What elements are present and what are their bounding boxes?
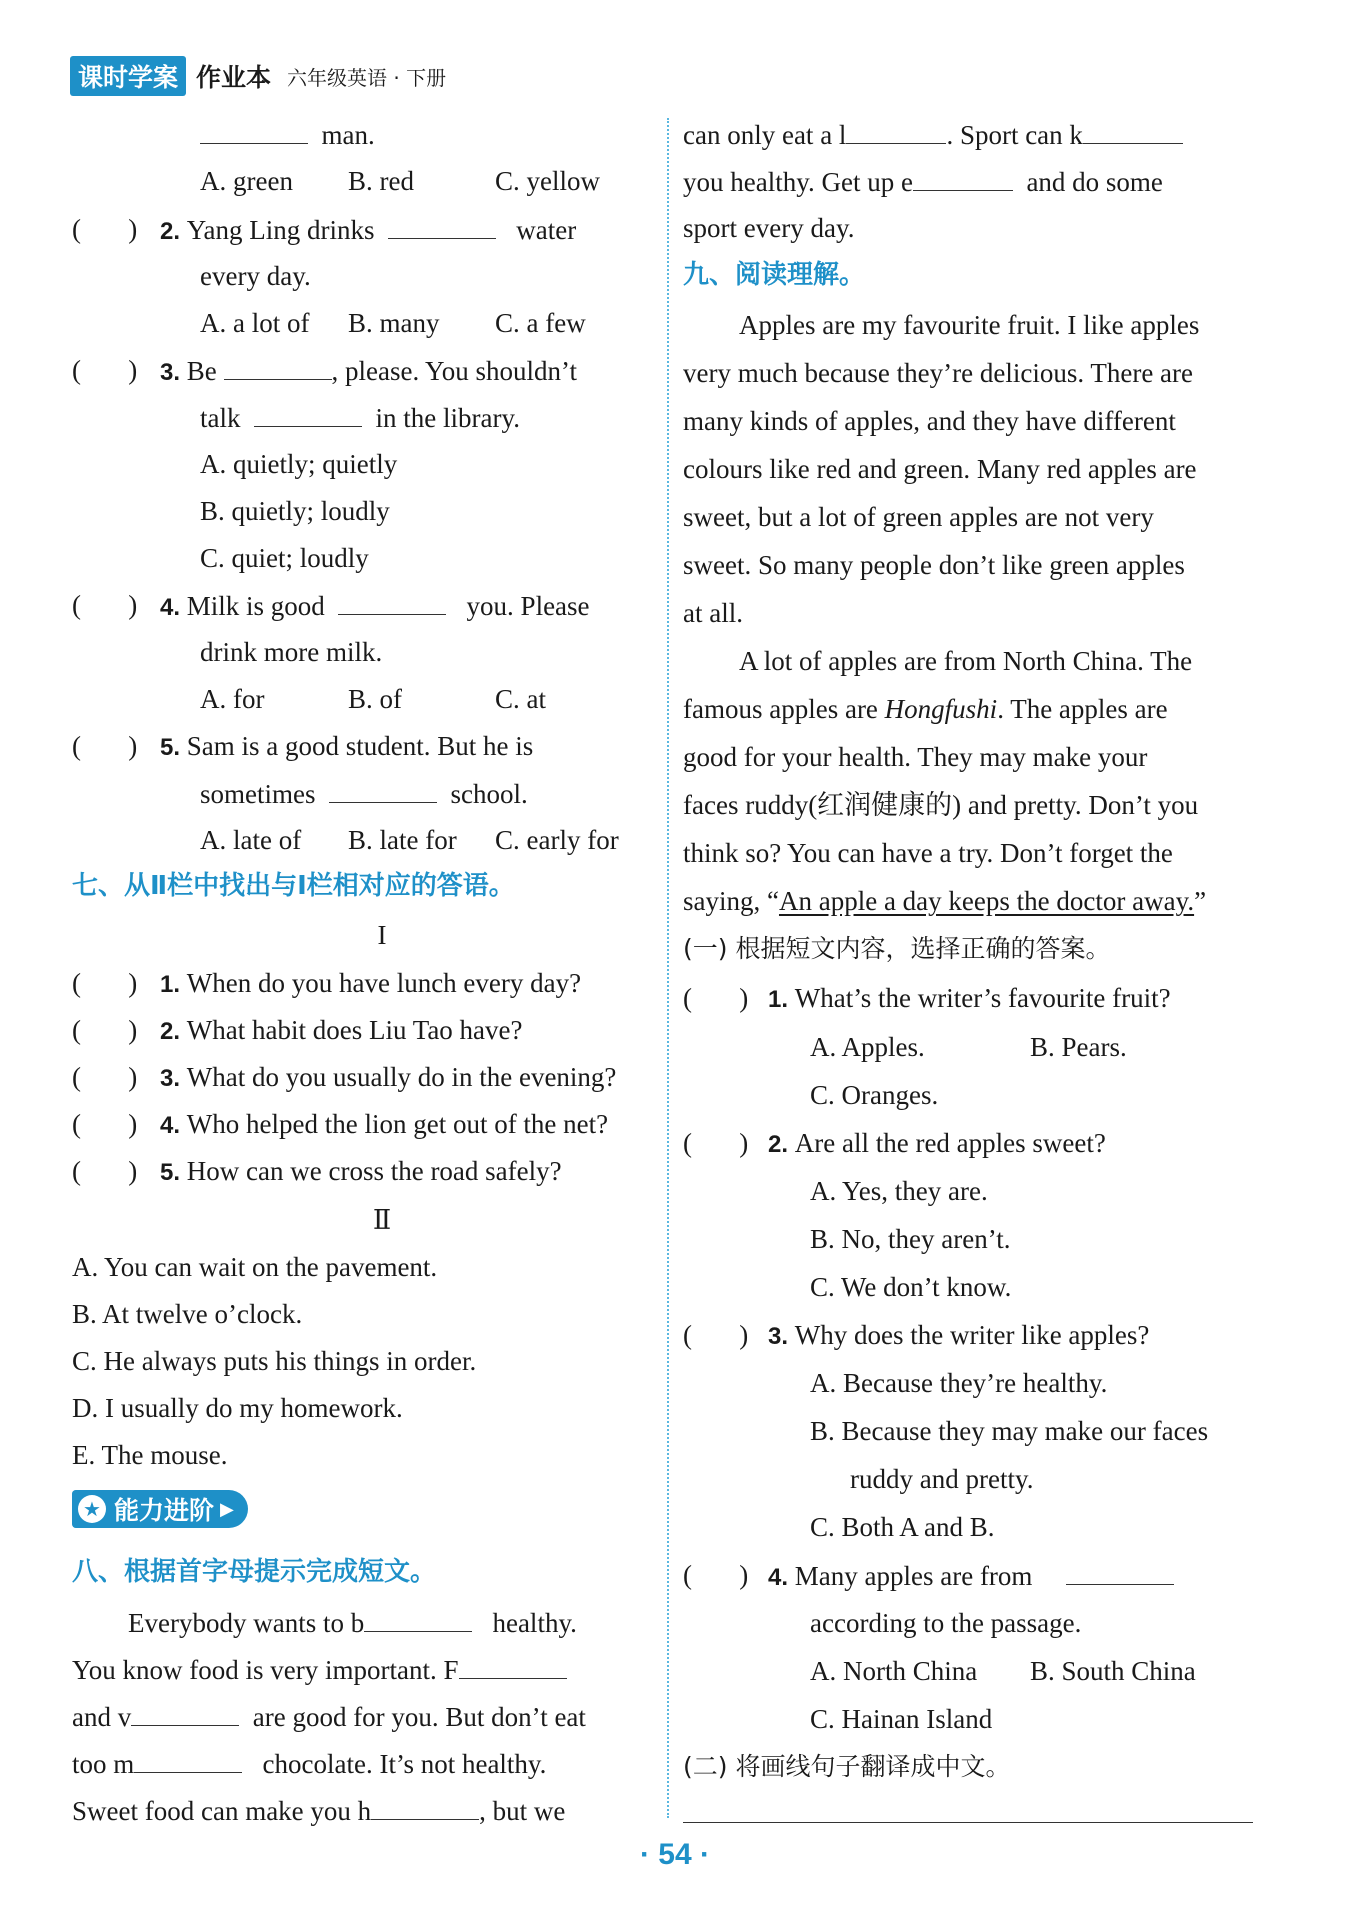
- answer-paren[interactable]: ( ): [72, 1062, 138, 1092]
- q5-option-c: C. early for: [495, 825, 619, 855]
- page-header: [70, 56, 446, 96]
- q1-option-c: C. yellow: [495, 166, 600, 196]
- reading-q4-cont: according to the passage.: [810, 1608, 1082, 1638]
- q1-option-a: A. green: [200, 166, 293, 196]
- answer-paren[interactable]: ( ): [683, 983, 749, 1013]
- answer-paren[interactable]: ( ): [683, 1320, 749, 1350]
- advanced-level-badge: ★ 能力进阶 ▶: [72, 1490, 248, 1528]
- q4-stem: 4. Milk is good you. Please: [160, 588, 590, 625]
- cloze-line: Everybody wants to b healthy.: [128, 1605, 577, 1640]
- book-label: 作业本: [196, 63, 272, 92]
- part-1-title: (一) 根据短文内容，选择正确的答案。: [683, 934, 1111, 963]
- match-item: 2. What habit does Liu Tao have?: [160, 1015, 523, 1045]
- answer-paren[interactable]: ( ): [72, 1156, 138, 1186]
- match-answer: A. You can wait on the pavement.: [72, 1252, 438, 1282]
- q4-stem-cont: drink more milk.: [200, 637, 383, 667]
- passage-line: at all.: [683, 598, 743, 628]
- page-number: · 54 ·: [639, 1838, 711, 1871]
- runner-icon: ★: [78, 1495, 106, 1523]
- reading-q2: 2. Are all the red apples sweet?: [768, 1128, 1106, 1158]
- passage-line: famous apples are Hongfushi. The apples are: [683, 694, 1168, 724]
- passage-line: think so? You can have a try. Don’t forget the: [683, 838, 1173, 868]
- reading-q3-option-a: A. Because they’re healthy.: [810, 1368, 1108, 1398]
- answer-paren[interactable]: ( ): [72, 968, 138, 998]
- cloze-line: too m chocolate. It’s not healthy.: [72, 1746, 546, 1781]
- passage-line: good for your health. They may make your: [683, 742, 1148, 772]
- passage-line: very much because they’re delicious. There are: [683, 358, 1194, 388]
- underlined-sentence: An apple a day keeps the doctor away.: [778, 886, 1195, 916]
- q1-option-b: B. red: [348, 166, 414, 196]
- match-item: 5. How can we cross the road safely?: [160, 1156, 562, 1186]
- q2-stem: 2. Yang Ling drinks water: [160, 212, 576, 249]
- passage-line: colours like red and green. Many red apples are: [683, 454, 1197, 484]
- q4-option-a: A. for: [200, 684, 265, 714]
- answer-paren[interactable]: ( ): [72, 590, 138, 620]
- match-answer: B. At twelve o’clock.: [72, 1299, 303, 1329]
- q5-stem: 5. Sam is a good student. But he is: [160, 731, 534, 761]
- match-answer: D. I usually do my homework.: [72, 1393, 403, 1423]
- reading-q3: 3. Why does the writer like apples?: [768, 1320, 1150, 1350]
- q3-option-c: C. quiet; loudly: [200, 543, 369, 573]
- section-9-title: 九、阅读理解。: [683, 260, 866, 290]
- reading-q1-option-c: C. Oranges.: [810, 1080, 939, 1110]
- column-1-label: I: [377, 920, 387, 950]
- column-2-label: Ⅱ: [372, 1205, 392, 1235]
- cloze-line: can only eat a l . Sport can k: [683, 117, 1183, 152]
- q3-stem-cont: talk in the library.: [200, 400, 520, 435]
- match-answer: E. The mouse.: [72, 1440, 228, 1470]
- passage-line: faces ruddy(红润健康的) and pretty. Don’t you: [683, 790, 1199, 820]
- cloze-line: you healthy. Get up e and do some: [683, 164, 1163, 199]
- reading-q2-option-c: C. We don’t know.: [810, 1272, 1012, 1302]
- q4-option-c: C. at: [495, 684, 546, 714]
- reading-q1: 1. What’s the writer’s favourite fruit?: [768, 983, 1171, 1013]
- part-2-title: (二) 将画线句子翻译成中文。: [683, 1752, 1011, 1781]
- passage-line: many kinds of apples, and they have different: [683, 406, 1176, 436]
- q1-tail: man.: [200, 117, 375, 152]
- reading-q4-option-c: C. Hainan Island: [810, 1704, 993, 1734]
- q2-option-c: C. a few: [495, 308, 586, 338]
- answer-paren[interactable]: ( ): [72, 731, 138, 761]
- passage-line: A lot of apples are from North China. The: [739, 646, 1193, 676]
- match-item: 4. Who helped the lion get out of the net?: [160, 1109, 609, 1139]
- cloze-line: and v are good for you. But don’t eat: [72, 1699, 586, 1734]
- column-divider: [667, 118, 669, 1818]
- q2-option-a: A. a lot of: [200, 308, 310, 338]
- q3-stem: 3. Be , please. You shouldn’t: [160, 353, 577, 390]
- reading-q4-option-b: B. South China: [1030, 1656, 1196, 1686]
- q5-option-a: A. late of: [200, 825, 302, 855]
- q2-option-b: B. many: [348, 308, 440, 338]
- book-subtitle: 六年级英语 · 下册: [287, 65, 447, 90]
- reading-q1-option-a: A. Apples.: [810, 1032, 925, 1062]
- passage-line: sweet. So many people don’t like green apples: [683, 550, 1185, 580]
- series-label: 课时学案: [70, 56, 186, 96]
- answer-paren[interactable]: ( ): [72, 1109, 138, 1139]
- arrow-right-icon: ▶: [220, 1498, 234, 1519]
- cloze-line: You know food is very important. F: [72, 1652, 567, 1687]
- q5-option-b: B. late for: [348, 825, 457, 855]
- passage-line: saying, “An apple a day keeps the doctor away.”: [683, 886, 1207, 916]
- translation-answer-line[interactable]: [683, 1822, 1253, 1823]
- answer-paren[interactable]: ( ): [72, 355, 138, 385]
- section-8-title: 八、根据首字母提示完成短文。: [72, 1557, 437, 1587]
- q3-option-a: A. quietly; quietly: [200, 449, 398, 479]
- answer-paren[interactable]: ( ): [72, 214, 138, 244]
- reading-q2-option-a: A. Yes, they are.: [810, 1176, 988, 1206]
- passage-line: Apples are my favourite fruit. I like apples: [739, 310, 1200, 340]
- cloze-line: Sweet food can make you h , but we: [72, 1793, 565, 1828]
- match-item: 3. What do you usually do in the evening?: [160, 1062, 617, 1092]
- reading-q1-option-b: B. Pears.: [1030, 1032, 1127, 1062]
- q2-stem-cont: every day.: [200, 261, 311, 291]
- q5-stem-cont: sometimes school.: [200, 776, 528, 811]
- reading-q4-option-a: A. North China: [810, 1656, 978, 1686]
- answer-paren[interactable]: ( ): [683, 1128, 749, 1158]
- q3-option-b: B. quietly; loudly: [200, 496, 390, 526]
- reading-q3-option-b-cont: ruddy and pretty.: [850, 1464, 1034, 1494]
- cloze-line: sport every day.: [683, 213, 855, 243]
- reading-q3-option-c: C. Both A and B.: [810, 1512, 995, 1542]
- match-answer: C. He always puts his things in order.: [72, 1346, 477, 1376]
- answer-paren[interactable]: ( ): [683, 1560, 749, 1590]
- reading-q4: 4. Many apples are from: [768, 1558, 1174, 1595]
- reading-q3-option-b: B. Because they may make our faces: [810, 1416, 1209, 1446]
- passage-line: sweet, but a lot of green apples are not very: [683, 502, 1154, 532]
- match-item: 1. When do you have lunch every day?: [160, 968, 582, 998]
- section-7-title: 七、从Ⅱ栏中找出与Ⅰ栏相对应的答语。: [72, 871, 515, 901]
- reading-q2-option-b: B. No, they aren’t.: [810, 1224, 1011, 1254]
- answer-paren[interactable]: ( ): [72, 1015, 138, 1045]
- q4-option-b: B. of: [348, 684, 402, 714]
